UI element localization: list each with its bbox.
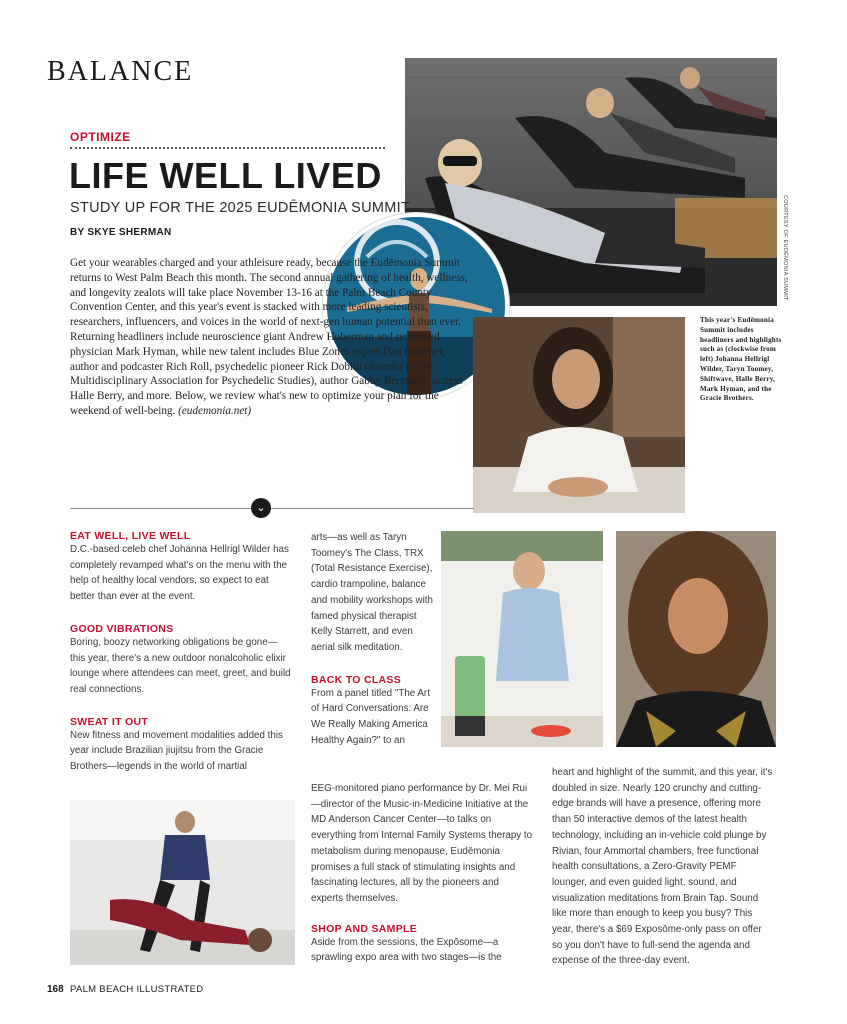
gracie-brothers-illustration <box>70 800 295 965</box>
website-link[interactable]: (eudemonia.net) <box>178 404 252 417</box>
mark-hyman-illustration <box>441 531 603 747</box>
mark-hyman-photo <box>441 531 603 747</box>
chevron-down-icon: ⌄ <box>251 498 271 518</box>
gracie-brothers-photo <box>70 800 295 965</box>
johanna-wilder-illustration <box>473 317 685 513</box>
photo-caption: This year's Eudēmonia Summit includes headliners and highlights such as (clockwise from left) Johanna Hellrigl Wilder, Taryn Toomey, Shiftwave, Halle Berry, Mark Hyman, and the Gracie Brothers. <box>700 316 782 403</box>
section-body-shop: Aside from the sessions, the Expōsome—a sprawling expo area with two stages—is the <box>311 936 502 964</box>
dotted-rule <box>70 147 385 149</box>
column-3 <box>552 765 774 969</box>
article-headline: LIFE WELL LIVED <box>69 155 382 196</box>
section-body-sweat: New fitness and movement modalities added this year include Brazilian jiujitsu from the Gracie Brothers—legends in the world of martial <box>70 729 283 773</box>
section-header: BALANCE <box>47 56 194 87</box>
halle-berry-photo <box>616 531 776 747</box>
halle-berry-illustration <box>616 531 776 747</box>
column-1 <box>70 530 292 775</box>
section-divider <box>70 508 474 509</box>
section-title-back: BACK TO CLASS <box>311 673 402 686</box>
johanna-wilder-photo <box>473 317 685 513</box>
column-2 <box>311 530 436 748</box>
section-body-vibes: Boring, boozy networking obligations be gone—this year, there's a new outdoor nonalcoholic elixir lounge where attendees can meet, greet, and build real connections. <box>70 636 291 695</box>
intro-text: Get your wearables charged and your athleisure ready, because the Eudēmonia Summit returns to West Palm Beach this month. The second annual gathering of health, wellness, and longevity zealots will take place November 13-16 at the Palm Beach County Convention Center, and this year's event is stacked with more leading scientists, researchers, influencers, and voices in the world of next-gen human potential than ever. Returning headliners include neuroscience giant Andrew Huberman and renowned physician Mark Hyman, while new talent includes Blue Zones expert Dan Buettner, author and podcaster Rich Roll, psychedelic pioneer Rick Doblin (founder of the Multidisciplinary Association for Psychedelic Studies), author Gabby Bernstein, actress Halle Berry, and more. Below, we review what's new to optimize your plan for the weekend of well-being. <box>70 257 468 417</box>
photo-credit <box>779 195 789 305</box>
publication-name: PALM BEACH ILLUSTRATED <box>70 984 204 995</box>
intro-column <box>70 256 468 419</box>
intro-body <box>70 256 468 419</box>
section-title-eat: EAT WELL, LIVE WELL <box>70 530 191 542</box>
section-body-shop-cont: heart and highlight of the summit, and this year, it's doubled in size. Nearly 120 crunchy and cutting-edge brands will have a presence, offering more than 50 interactive demos of the latest health technology, including an in-vehicle cold plunge by Rivian, four Ammortal chambers, free functional health consultations, a Zero-Gravity PEMF lounger, and even guided light, sound, and visualization meditations from Brain Tap. Sound like more than enough to keep you busy? This year, there's a $69 Exposōme-only pass on offer so you don't have to full-send the agenda and expense of the three-day event. <box>552 767 773 967</box>
section-body-back-a: From a panel titled "The Art of Hard Conversations: Are We Really Making America Healthy Again?" to an <box>311 687 430 746</box>
section-body-back-b: EEG-monitored piano performance by Dr. Mei Rui—director of the Music-in-Medicine Initiative at the MD Anderson Cancer Center—to talks on everything from Internal Family Systems therapy to metabolism during menopause, Eudēmonia promises a full stack of stimulating insights and fascinating lectures, all by the pioneers and experts themselves. <box>311 783 533 904</box>
section-title-sweat: SWEAT IT OUT <box>70 715 149 728</box>
section-title-vibes: GOOD VIBRATIONS <box>70 622 174 635</box>
article-kicker: OPTIMIZE <box>70 130 131 144</box>
section-body-eat: D.C.-based celeb chef Johanna Hellrigl Wilder has completely revamped what's on the menu with the help of healthy local vendors, so expect to eat better than ever at the event. <box>70 544 289 603</box>
photo-credit-text: COURTESY OF EUDĒMONIA SUMMIT <box>782 195 788 301</box>
section-body-sweat-cont: arts—as well as Taryn Toomey's The Class, TRX (Total Resistance Exercise), cardio trampoline, balance and mobility workshops with famed physical therapist Kelly Starrett, and even aerial silk meditation. <box>311 532 433 653</box>
article-dek: STUDY UP FOR THE 2025 EUDĒMONIA SUMMIT <box>70 200 411 216</box>
section-title-shop: SHOP AND SAMPLE <box>311 922 418 935</box>
page-number: 168 <box>47 984 64 995</box>
column-2-wide <box>311 781 533 966</box>
article-byline: BY SKYE SHERMAN <box>70 227 172 238</box>
